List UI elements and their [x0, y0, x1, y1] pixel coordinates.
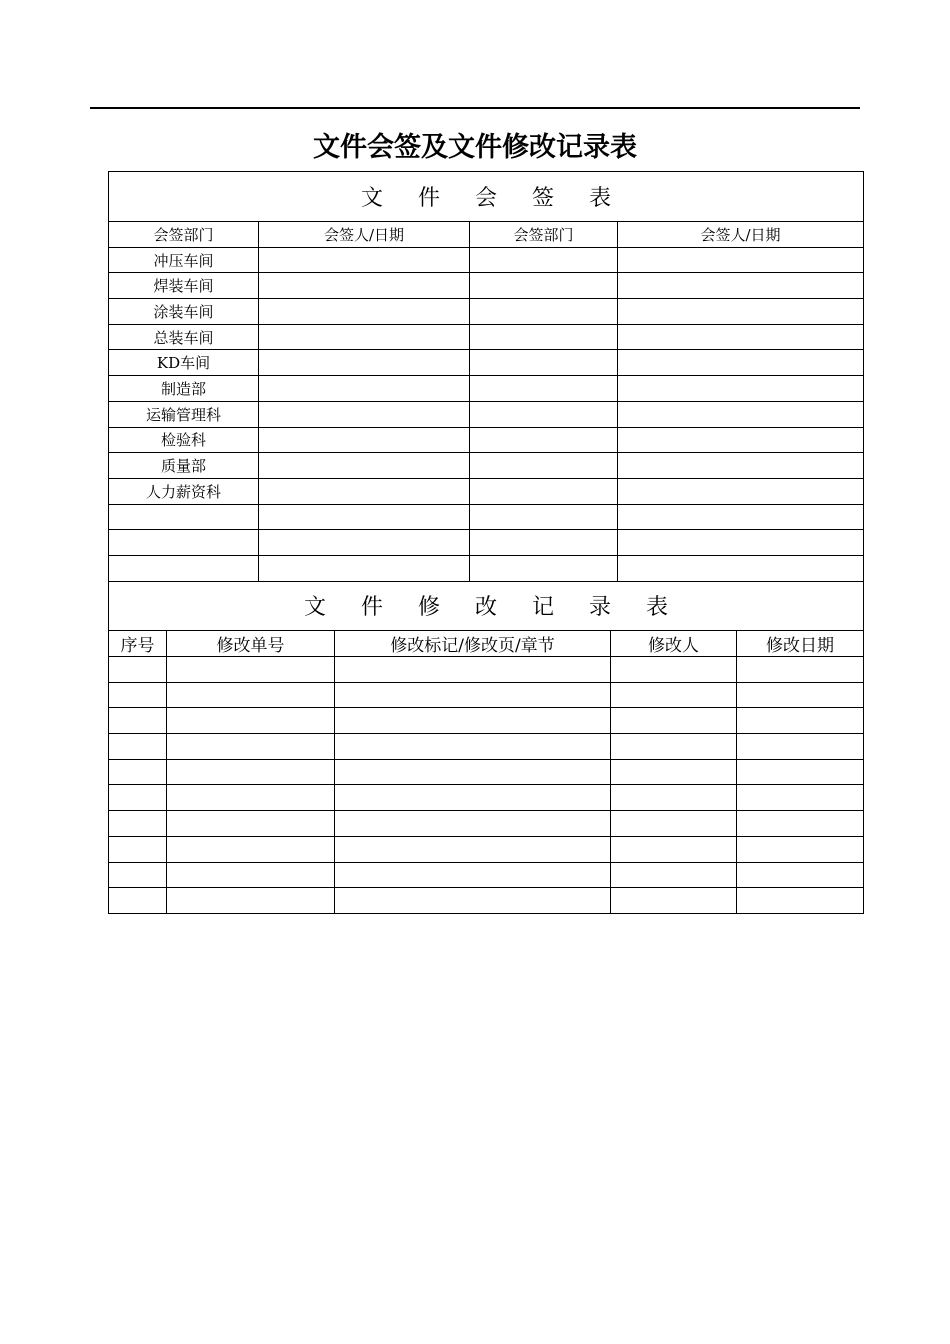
revision-table-header-row — [109, 631, 864, 657]
modifier-cell[interactable] — [611, 734, 737, 760]
change-no-cell[interactable] — [167, 785, 335, 811]
change-mark-cell[interactable] — [335, 836, 611, 862]
dept-cell-2[interactable] — [470, 530, 618, 556]
signer-date-cell-2[interactable] — [618, 453, 864, 479]
dept-cell: KD车间 — [109, 350, 259, 376]
dept-cell: 冲压车间 — [109, 247, 259, 273]
signer-date-cell-2[interactable] — [618, 555, 864, 581]
seq-cell[interactable] — [109, 862, 167, 888]
modifier-cell[interactable] — [611, 657, 737, 683]
change-date-cell[interactable] — [737, 734, 864, 760]
seq-cell[interactable] — [109, 785, 167, 811]
dept-cell-2[interactable] — [470, 401, 618, 427]
signer-date-cell[interactable] — [259, 350, 470, 376]
change-date-cell[interactable] — [737, 682, 864, 708]
table-row — [109, 247, 864, 273]
modifier-cell[interactable] — [611, 759, 737, 785]
sign-table-heading: 文 件 会 签 表 — [109, 172, 864, 222]
seq-cell[interactable] — [109, 657, 167, 683]
change-no-cell[interactable] — [167, 682, 335, 708]
change-date-cell[interactable] — [737, 657, 864, 683]
table-row — [109, 324, 864, 350]
modifier-cell[interactable] — [611, 708, 737, 734]
signer-date-cell-2[interactable] — [618, 350, 864, 376]
header-change-mark: 修改标记/修改页/章节 — [335, 631, 611, 657]
table-row — [109, 708, 864, 734]
change-no-cell[interactable] — [167, 708, 335, 734]
signer-date-cell-2[interactable] — [618, 247, 864, 273]
dept-cell: 涂装车间 — [109, 299, 259, 325]
table-row — [109, 657, 864, 683]
table-row — [109, 836, 864, 862]
signer-date-cell[interactable] — [259, 273, 470, 299]
change-no-cell[interactable] — [167, 888, 335, 914]
dept-cell: 焊装车间 — [109, 273, 259, 299]
table-row — [109, 530, 864, 556]
revision-table-heading: 文 件 修 改 记 录 表 — [109, 581, 864, 631]
header-change-no: 修改单号 — [167, 631, 335, 657]
modifier-cell[interactable] — [611, 682, 737, 708]
header-rule — [90, 107, 860, 109]
table-row — [109, 427, 864, 453]
dept-cell — [109, 504, 259, 530]
signer-date-cell[interactable] — [259, 427, 470, 453]
change-mark-cell[interactable] — [335, 888, 611, 914]
table-row — [109, 376, 864, 402]
seq-cell[interactable] — [109, 759, 167, 785]
dept-cell-2[interactable] — [470, 504, 618, 530]
modifier-cell[interactable] — [611, 888, 737, 914]
table-row — [109, 682, 864, 708]
change-mark-cell[interactable] — [335, 682, 611, 708]
table-row — [109, 785, 864, 811]
signer-date-cell-2[interactable] — [618, 273, 864, 299]
revision-record-table — [108, 581, 864, 914]
change-mark-cell[interactable] — [335, 785, 611, 811]
signer-date-cell[interactable] — [259, 324, 470, 350]
seq-cell[interactable] — [109, 708, 167, 734]
header-modifier: 修改人 — [611, 631, 737, 657]
header-seq: 序号 — [109, 631, 167, 657]
change-no-cell[interactable] — [167, 734, 335, 760]
dept-cell-2[interactable] — [470, 453, 618, 479]
change-no-cell[interactable] — [167, 657, 335, 683]
change-no-cell[interactable] — [167, 862, 335, 888]
signer-date-cell[interactable] — [259, 478, 470, 504]
seq-cell[interactable] — [109, 888, 167, 914]
dept-cell-2[interactable] — [470, 376, 618, 402]
change-no-cell[interactable] — [167, 759, 335, 785]
modifier-cell[interactable] — [611, 836, 737, 862]
header-signer-1: 会签人/日期 — [259, 222, 470, 248]
signer-date-cell[interactable] — [259, 530, 470, 556]
change-date-cell[interactable] — [737, 862, 864, 888]
table-row — [109, 401, 864, 427]
signer-date-cell-2[interactable] — [618, 376, 864, 402]
dept-cell-2[interactable] — [470, 427, 618, 453]
change-date-cell[interactable] — [737, 836, 864, 862]
signer-date-cell[interactable] — [259, 376, 470, 402]
table-row — [109, 862, 864, 888]
dept-cell-2[interactable] — [470, 555, 618, 581]
change-date-cell[interactable] — [737, 708, 864, 734]
seq-cell[interactable] — [109, 682, 167, 708]
dept-cell — [109, 555, 259, 581]
change-mark-cell[interactable] — [335, 708, 611, 734]
header-dept-1: 会签部门 — [109, 222, 259, 248]
change-mark-cell[interactable] — [335, 862, 611, 888]
change-mark-cell[interactable] — [335, 657, 611, 683]
sign-off-table — [108, 171, 864, 582]
modifier-cell[interactable] — [611, 785, 737, 811]
signer-date-cell[interactable] — [259, 453, 470, 479]
dept-cell: 质量部 — [109, 453, 259, 479]
change-no-cell[interactable] — [167, 811, 335, 837]
change-date-cell[interactable] — [737, 759, 864, 785]
dept-cell: 运输管理科 — [109, 401, 259, 427]
modifier-cell[interactable] — [611, 811, 737, 837]
table-row — [109, 555, 864, 581]
dept-cell: 人力薪资科 — [109, 478, 259, 504]
signer-date-cell[interactable] — [259, 504, 470, 530]
dept-cell-2[interactable] — [470, 478, 618, 504]
dept-cell: 制造部 — [109, 376, 259, 402]
seq-cell[interactable] — [109, 811, 167, 837]
table-row — [109, 504, 864, 530]
signer-date-cell[interactable] — [259, 401, 470, 427]
signer-date-cell[interactable] — [259, 247, 470, 273]
table-row — [109, 478, 864, 504]
dept-cell: 总装车间 — [109, 324, 259, 350]
change-date-cell[interactable] — [737, 785, 864, 811]
dept-cell-2[interactable] — [470, 350, 618, 376]
header-change-date: 修改日期 — [737, 631, 864, 657]
sign-table-header-row — [109, 222, 864, 248]
signer-date-cell-2[interactable] — [618, 299, 864, 325]
signer-date-cell[interactable] — [259, 299, 470, 325]
dept-cell-2[interactable] — [470, 247, 618, 273]
seq-cell[interactable] — [109, 734, 167, 760]
table-row — [109, 273, 864, 299]
table-row — [109, 734, 864, 760]
modifier-cell[interactable] — [611, 862, 737, 888]
change-date-cell[interactable] — [737, 888, 864, 914]
dept-cell-2[interactable] — [470, 299, 618, 325]
table-row — [109, 453, 864, 479]
header-dept-2: 会签部门 — [470, 222, 618, 248]
table-row — [109, 888, 864, 914]
signer-date-cell[interactable] — [259, 555, 470, 581]
change-mark-cell[interactable] — [335, 734, 611, 760]
signer-date-cell-2[interactable] — [618, 504, 864, 530]
header-signer-2: 会签人/日期 — [618, 222, 864, 248]
change-mark-cell[interactable] — [335, 759, 611, 785]
change-mark-cell[interactable] — [335, 811, 611, 837]
change-date-cell[interactable] — [737, 811, 864, 837]
dept-cell-2[interactable] — [470, 273, 618, 299]
signer-date-cell-2[interactable] — [618, 324, 864, 350]
table-row — [109, 350, 864, 376]
signer-date-cell-2[interactable] — [618, 530, 864, 556]
dept-cell — [109, 530, 259, 556]
document-title: 文件会签及文件修改记录表 — [313, 132, 637, 163]
table-row — [109, 811, 864, 837]
table-row — [109, 299, 864, 325]
dept-cell: 检验科 — [109, 427, 259, 453]
signer-date-cell-2[interactable] — [618, 427, 864, 453]
signer-date-cell-2[interactable] — [618, 401, 864, 427]
seq-cell[interactable] — [109, 836, 167, 862]
signer-date-cell-2[interactable] — [618, 478, 864, 504]
table-row — [109, 759, 864, 785]
change-no-cell[interactable] — [167, 836, 335, 862]
dept-cell-2[interactable] — [470, 324, 618, 350]
